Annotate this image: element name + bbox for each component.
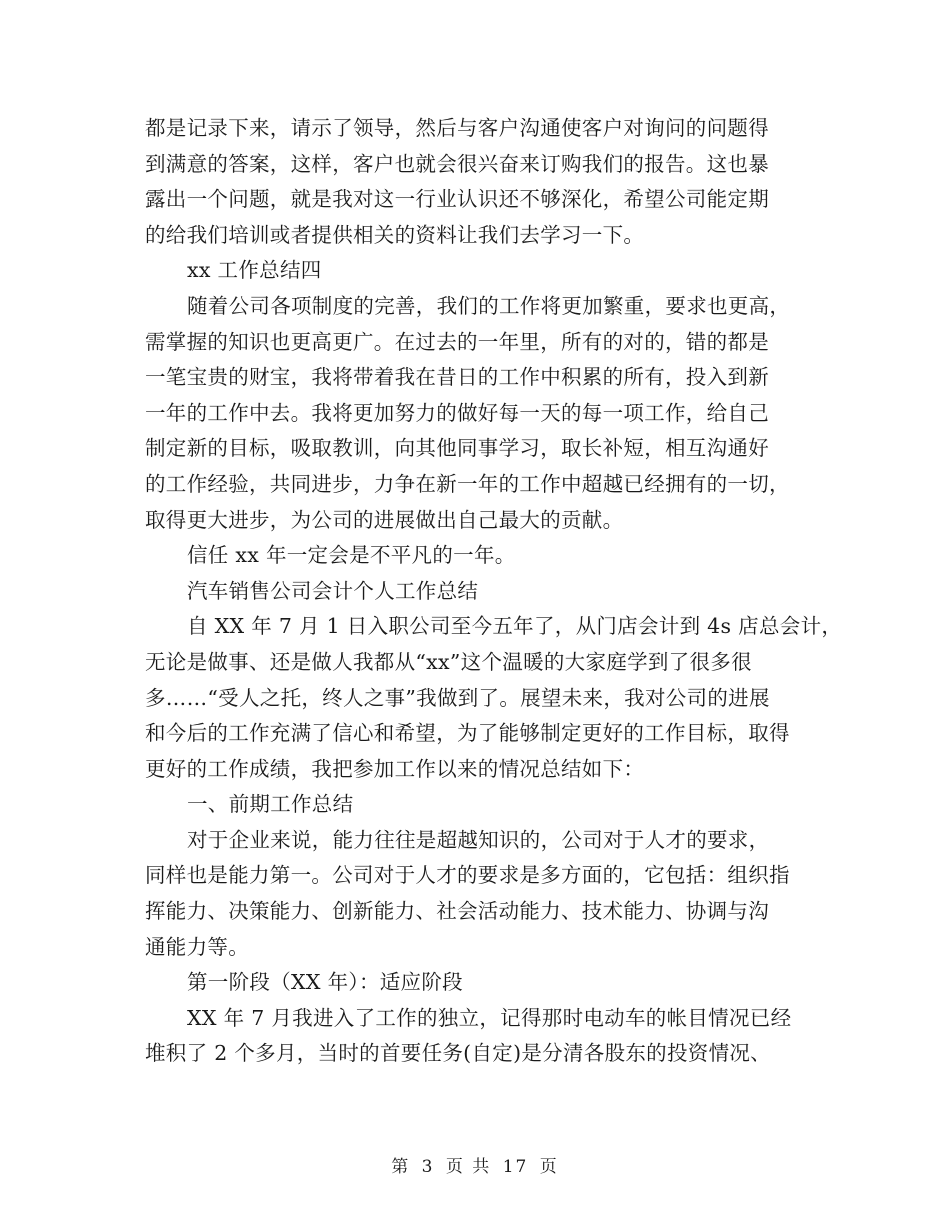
text-line: 到满意的答案，这样，客户也就会很兴奋来订购我们的报告。这也暴 (145, 151, 769, 176)
text-line: 自 XX 年 7 月 1 日入职公司至今五年了，从门店会计到 4s 店总会计， (187, 614, 843, 639)
text-line: 无论是做事、还是做人我都从“xx”这个温暖的大家庭学到了很多很 (145, 649, 752, 674)
text-line: 的工作经验，共同进步，力争在新一年的工作中超越已经拥有的一切， (145, 471, 790, 496)
text-line: 和今后的工作充满了信心和希望，为了能够制定更好的工作目标，取得 (145, 721, 790, 746)
document-body (145, 111, 843, 1072)
text-line: 一年的工作中去。我将更加努力的做好每一天的每一项工作，给自己 (145, 400, 769, 425)
text-line: 随着公司各项制度的完善，我们的工作将更加繁重，要求也更高， (187, 293, 791, 318)
text-line: 通能力等。 (145, 934, 249, 959)
section-heading: 第一阶段（XX 年）：适应阶段 (187, 970, 463, 995)
page-footer (0, 1152, 950, 1177)
page-label-suffix: 页 (539, 1157, 559, 1177)
text-line: 一笔宝贵的财宝，我将带着我在昔日的工作中积累的所有，投入到新 (145, 365, 769, 390)
text-line: 同样也是能力第一。公司对于人才的要求是多方面的，它包括：组织指 (145, 863, 790, 888)
text-line: 对于企业来说，能力往往是超越知识的，公司对于人才的要求， (187, 827, 770, 852)
text-line: 挥能力、决策能力、创新能力、社会活动能力、技术能力、协调与沟 (145, 899, 769, 924)
text-line: 的给我们培训或者提供相关的资料让我们去学习一下。 (145, 222, 645, 247)
section-heading: 汽车销售公司会计个人工作总结 (187, 578, 479, 603)
text-line: 取得更大进步，为公司的进展做出自己最大的贡献。 (145, 507, 624, 532)
text-line: 需掌握的知识也更高更广。在过去的一年里，所有的对的，错的都是 (145, 329, 769, 354)
section-heading: 一、前期工作总结 (187, 792, 354, 817)
text-line: 都是记录下来，请示了领导，然后与客户沟通使客户对询问的问题得 (145, 116, 769, 140)
text-line: 制定新的目标，吸取教训，向其他同事学习，取长补短，相互沟通好 (145, 436, 769, 461)
text-line: 堆积了 2 个多月，当时的首要任务(自定)是分清各股东的投资情况、 (145, 1041, 771, 1066)
section-heading: xx 工作总结四 (187, 258, 322, 283)
page-label-mid: 页 共 (445, 1157, 492, 1177)
text-line: 更好的工作成绩，我把参加工作以来的情况总结如下： (145, 756, 645, 781)
total-pages-number: 17 (502, 1157, 529, 1177)
text-line: 露出一个问题，就是我对这一行业认识还不够深化，希望公司能定期 (145, 187, 769, 212)
text-line: 多……“受人之托，终人之事”我做到了。展望未来，我对公司的进展 (145, 685, 770, 710)
current-page-number: 3 (421, 1157, 435, 1177)
text-line: 信任 xx 年一定会是不平凡的一年。 (187, 543, 516, 568)
text-line: XX 年 7 月我进入了工作的独立，记得那时电动车的帐目情况已经 (187, 1005, 792, 1030)
page-label-prefix: 第 (391, 1157, 411, 1177)
